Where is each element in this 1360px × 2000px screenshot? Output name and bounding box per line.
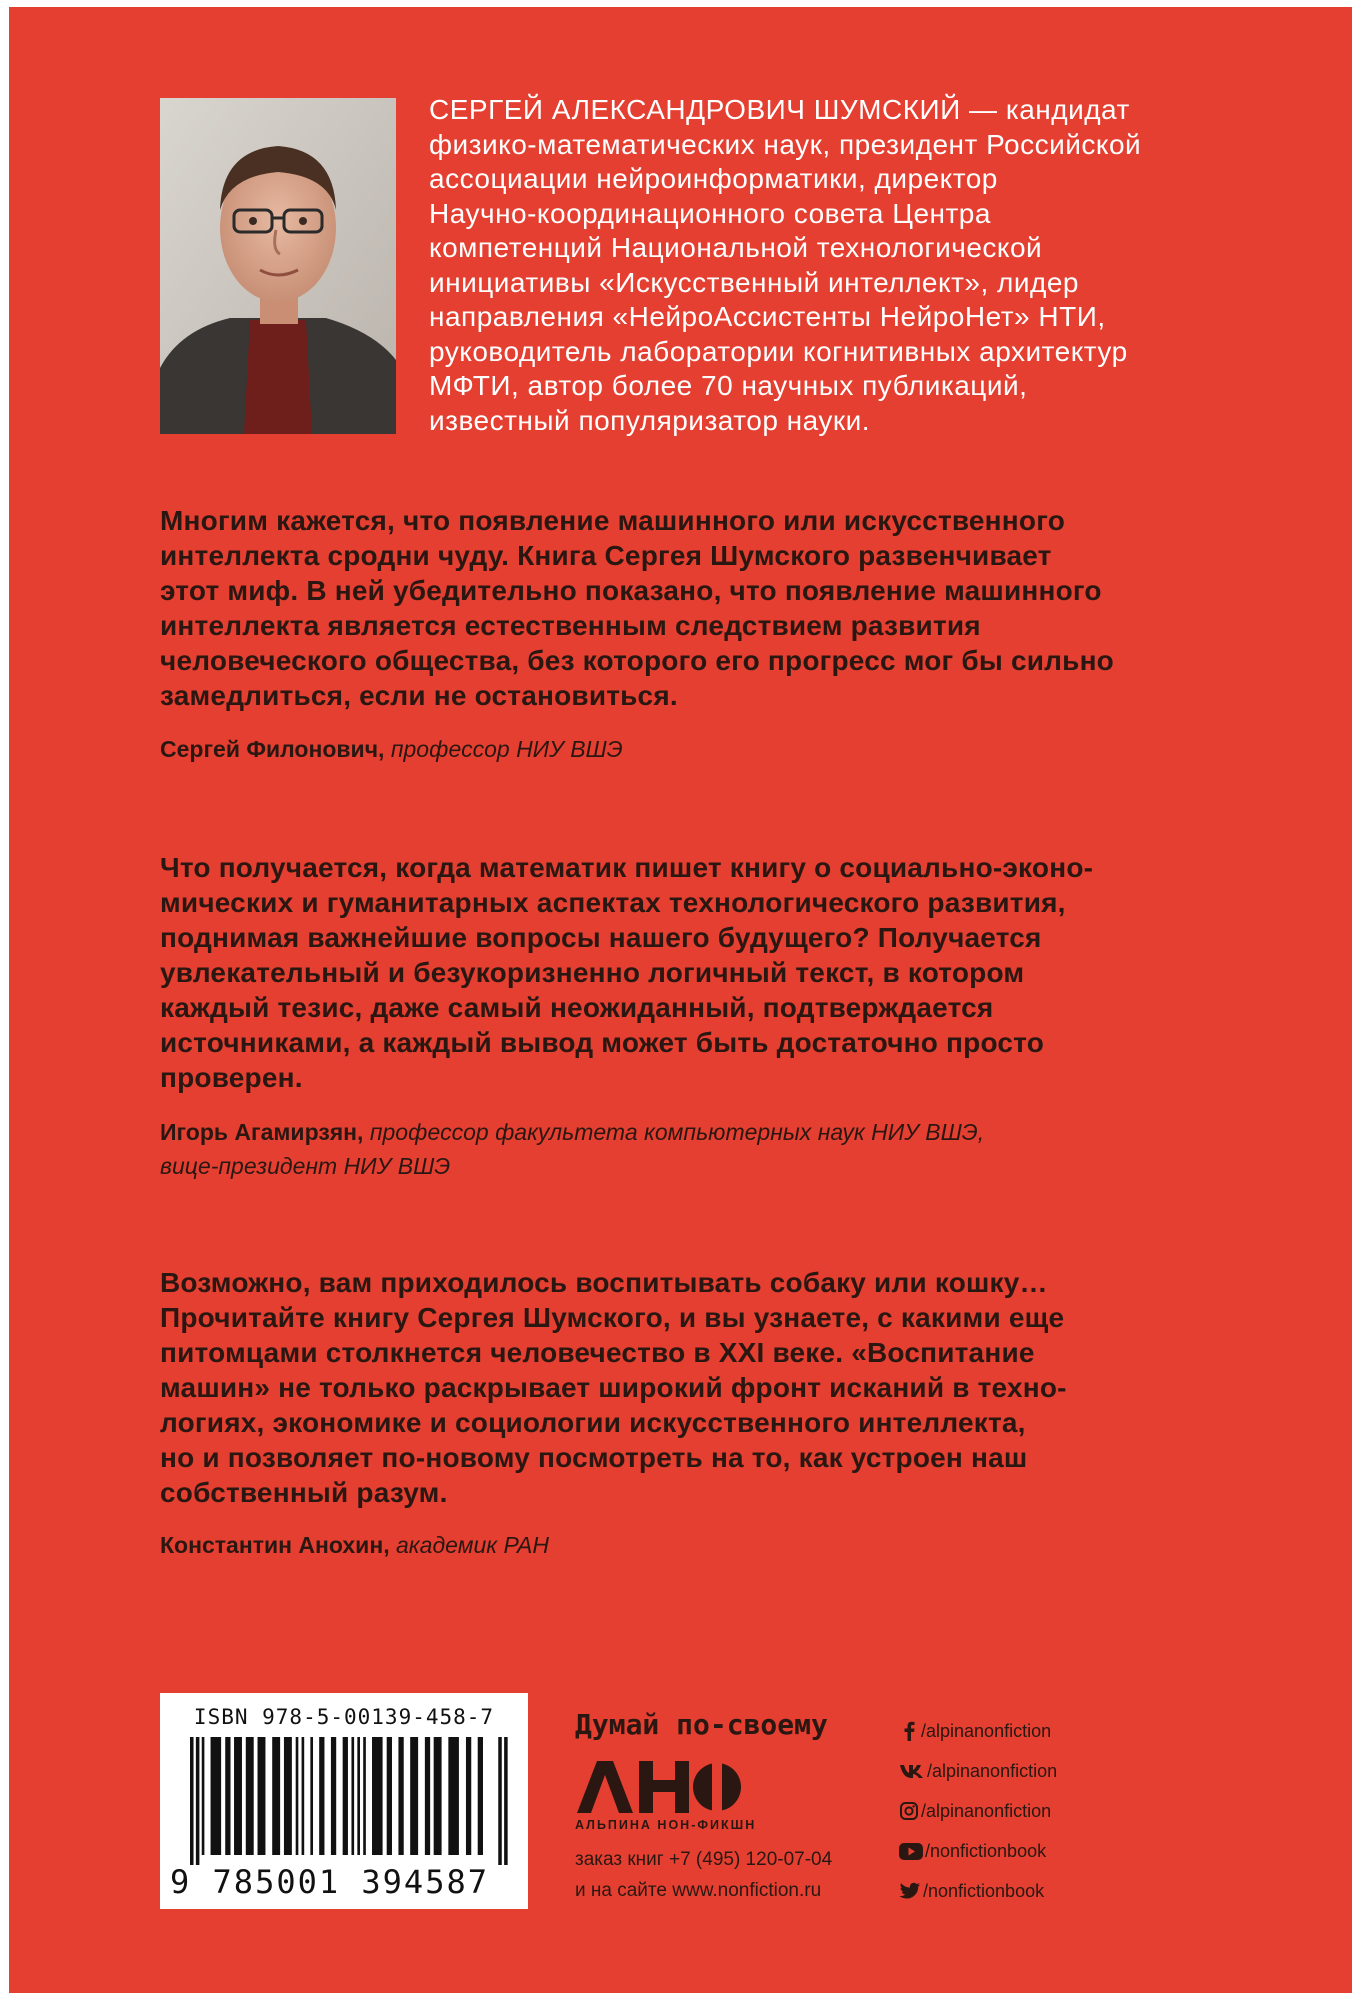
vk-icon (899, 1761, 925, 1781)
quote-line: логиях, экономике и социологии искусственного интеллекта, (160, 1407, 1026, 1438)
bio-line: направления «НейроАссистенты НейроНет» НТИ, (429, 301, 1106, 332)
quote-attribution (160, 1115, 1200, 1183)
barcode-bars (190, 1737, 510, 1865)
quote-line: Возможно, вам приходилось воспитывать собаку или кошку… (160, 1267, 1048, 1298)
isbn-digits: 9 785001 394587 (170, 1863, 489, 1901)
quote-line: Многим кажется, что появление машинного или искусственного (160, 505, 1066, 536)
quote-line: собственный разум. (160, 1477, 448, 1508)
quote-line: интеллекта сродни чуду. Книга Сергея Шумского развенчивает (160, 540, 1052, 571)
bio-line: инициативы «Искусственный интеллект», лидер (429, 266, 1079, 298)
quote-role: вице-президент НИУ ВШЭ (160, 1153, 451, 1179)
bio-line: руководитель лаборатории когнитивных архитектур (429, 335, 1128, 367)
quote-author: Игорь Агамирзян, (160, 1119, 364, 1145)
bio-line: Научно-координационного совета Центра (429, 197, 991, 229)
social-instagram[interactable] (899, 1791, 1057, 1831)
quote-line: питомцами столкнется человечество в XXI веке. «Воспитание (160, 1337, 1035, 1368)
social-facebook[interactable] (899, 1711, 1057, 1751)
quote-role: профессор факультета компьютерных наук НИУ ВШЭ, (363, 1119, 985, 1145)
publisher-name: АЛЬПИНА НОН-ФИКШН (575, 1818, 757, 1832)
quote-line: поднимая важнейшие вопросы нашего будущего? Получается (160, 922, 1042, 953)
publisher-logo (575, 1759, 743, 1820)
quote-line: увлекательный и безукоризненно логичный текст, в котором (160, 957, 1025, 988)
bio-line: МФТИ, автор более 70 научных публикаций, (429, 370, 1028, 401)
quote-line: мических и гуманитарных аспектах технологического развития, (160, 887, 1066, 918)
facebook-icon (899, 1721, 919, 1741)
social-links (899, 1711, 1057, 1911)
quote-line: источниками, а каждый вывод может быть достаточно просто (160, 1027, 1045, 1058)
order-site: и на сайте www.nonfiction.ru (575, 1880, 822, 1901)
bio-line: физико-математических наук, президент Российской (429, 128, 1142, 160)
author-bio (429, 93, 1209, 438)
social-youtube[interactable] (899, 1831, 1057, 1871)
quote-role: академик РАН (389, 1532, 549, 1558)
quote-line: Что получается, когда математик пишет книгу о социально-эконо- (160, 852, 1094, 883)
bio-line: компетенций Национальной технологической (429, 232, 1043, 263)
quote-attribution (160, 1528, 1200, 1562)
quote-role: профессор НИУ ВШЭ (384, 736, 623, 762)
quote-line: человеческого общества, без которого его прогресс мог бы сильно (160, 645, 1114, 676)
youtube-icon (899, 1841, 923, 1861)
bio-line: ассоциации нейроинформатики, директор (429, 163, 998, 194)
bio-line: известный популяризатор науки. (429, 404, 871, 436)
quote-line: замедлиться, если не остановиться. (160, 680, 678, 711)
order-info (575, 1844, 832, 1906)
instagram-icon (899, 1801, 919, 1821)
quote-author: Константин Анохин, (160, 1532, 390, 1558)
social-handle: /nonfictionbook (925, 1840, 1047, 1861)
social-handle: /alpinanonfiction (927, 1760, 1058, 1781)
quote-author: Сергей Филонович, (160, 736, 385, 762)
quote-filonovich (160, 503, 1200, 713)
quote-line: машин» не только раскрывает широкий фронт исканий в техно- (160, 1372, 1067, 1403)
book-back-cover (9, 7, 1352, 1993)
quote-line: интеллекта является естественным следствием развития (160, 610, 981, 641)
author-name: СЕРГЕЙ АЛЕКСАНДРОВИЧ ШУМСКИЙ (429, 94, 961, 125)
order-phone: заказ книг +7 (495) 120-07-04 (575, 1849, 833, 1870)
quote-line: Прочитайте книгу Сергея Шумского, и вы узнаете, с какими еще (160, 1302, 1065, 1333)
publisher-tagline: Думай по-своему (575, 1708, 828, 1741)
social-twitter[interactable] (899, 1871, 1057, 1911)
bio-line: СЕРГЕЙ АЛЕКСАНДРОВИЧ ШУМСКИЙ — кандидат (429, 94, 1130, 125)
quote-line: этот миф. В ней убедительно показано, что появление машинного (160, 575, 1102, 606)
quote-agamirzyan (160, 850, 1200, 1095)
quote-line: каждый тезис, даже самый неожиданный, подтверждается (160, 992, 994, 1023)
social-handle: /alpinanonfiction (921, 1720, 1052, 1741)
quote-anokhin (160, 1265, 1200, 1510)
quote-line: но и позволяет по-новому посмотреть на то, как устроен наш (160, 1442, 1028, 1473)
social-vk[interactable] (899, 1751, 1057, 1791)
social-handle: /alpinanonfiction (921, 1800, 1052, 1821)
quote-attribution (160, 732, 1200, 766)
social-handle: /nonfictionbook (923, 1880, 1045, 1901)
isbn-barcode (160, 1693, 528, 1909)
author-photo (160, 98, 396, 434)
twitter-icon (899, 1881, 921, 1901)
isbn-label: ISBN 978-5-00139-458-7 (193, 1705, 495, 1729)
quote-line: проверен. (160, 1062, 303, 1093)
